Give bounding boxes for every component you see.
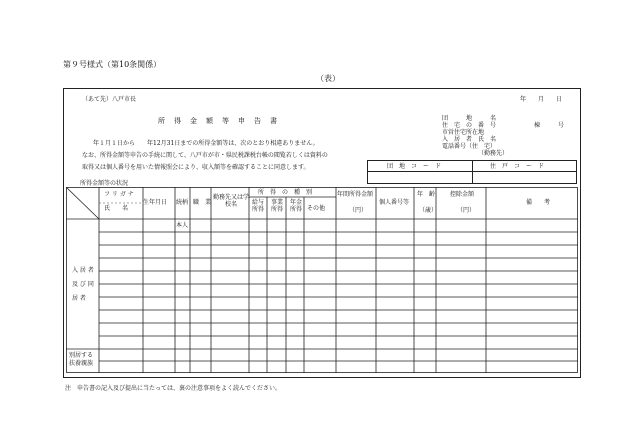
- col-deduction: 控除金額: [450, 191, 475, 198]
- danchi-code-input[interactable]: [368, 172, 472, 184]
- col-my-number: 個人番号等: [379, 199, 410, 206]
- danchi-code-label: 団 地 コ ー ド: [387, 163, 442, 170]
- page-side-label: （表）: [316, 74, 340, 83]
- form-number: 第９号様式（第10条関係）: [63, 60, 162, 69]
- col-other: その他: [307, 205, 326, 212]
- address-label: 市営住宅所在地: [442, 129, 485, 136]
- col-pension: 年金所得: [289, 199, 302, 213]
- col-job: 職 業: [193, 199, 212, 206]
- col-income-kind: 所 得 の 種 別: [258, 189, 313, 196]
- col-age-unit: （歳）: [419, 207, 438, 214]
- intro-line-1: 年１月１日から 年12月31日までの所得金額等は、次のとおり相違ありません。: [93, 140, 319, 147]
- first-row-relation: 本人: [176, 222, 189, 229]
- group-residents-line3: 居 者: [72, 295, 86, 302]
- col-name: 氏 名: [104, 205, 129, 212]
- jutaku-code-label: 住 戸 コ ー ド: [490, 163, 545, 170]
- danchi-name-label: 団 地 名: [442, 115, 497, 122]
- jutaku-code-input[interactable]: [473, 172, 577, 184]
- jutaku-number-label: 住 宅 の 番 号: [442, 122, 497, 129]
- col-work-school: 勤務先又は学校名: [213, 194, 250, 208]
- col-business: 事業所得: [270, 199, 283, 213]
- addressee: （あて先）八戸市長: [82, 96, 137, 103]
- group-separated-line2: 扶養親族: [69, 360, 94, 367]
- resident-name-label: 入 居 者 氏 名: [442, 136, 497, 143]
- col-age: 年 齢: [417, 191, 436, 198]
- form-title: 所 得 金 額 等 申 告 書: [158, 117, 278, 125]
- intro-line-2: なお、所得金額等申告の手続に関して、八戸市が市・県民税課税台帳の閲覧若しくは資料の: [82, 152, 328, 159]
- col-annual-income: 年間所得金額: [337, 191, 374, 198]
- unit-label: 棟 号: [534, 122, 565, 129]
- col-furigana: フ リ ガ ナ: [104, 191, 134, 198]
- group-separated-line1: 別居する: [69, 352, 94, 359]
- col-remarks: 備 考: [526, 199, 551, 206]
- income-table-grid: [66, 187, 578, 373]
- date-field[interactable]: 年 月 日: [520, 96, 563, 103]
- col-annual-income-unit: （円）: [349, 207, 368, 214]
- col-deduction-unit: （円）: [457, 207, 476, 214]
- footer-note: 注 申告書の記入及び提出に当たっては、裏の注意事項をよく読んでください。: [65, 385, 282, 392]
- col-relation: 続柄: [176, 199, 189, 206]
- phone-work-label: （勤務先）: [478, 150, 509, 157]
- status-section-label: 所得金額等の状況: [80, 180, 129, 187]
- col-salary: 給与所得: [251, 199, 264, 213]
- intro-line-3: 取得又は個人番号を用いた情報照会により、収入額等を確認することに同意します。: [82, 164, 310, 171]
- group-residents-line2: 及 び 同: [72, 281, 94, 288]
- col-birth: 生年月日: [143, 199, 168, 206]
- group-residents-line1: 入 居 者: [72, 267, 94, 274]
- phone-home-label: 電話番号（住 宅）: [442, 143, 497, 150]
